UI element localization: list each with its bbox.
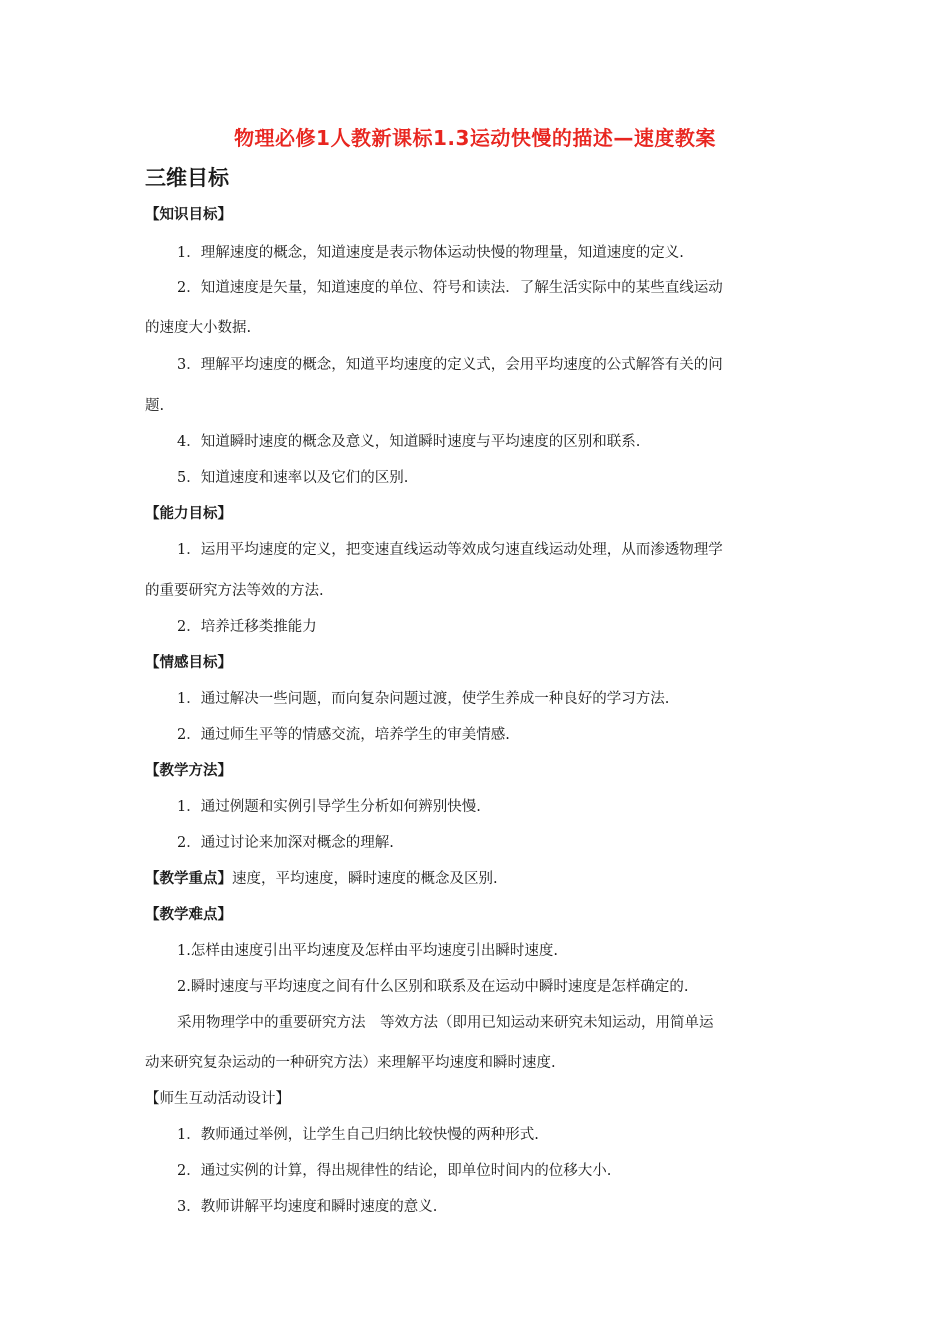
emotion-item: 1．通过解决一些问题，而向复杂问题过渡，使学生养成一种良好的学习方法. <box>177 691 670 707</box>
interaction-item: 2．通过实例的计算，得出规律性的结论，即单位时间内的位移大小. <box>177 1163 612 1179</box>
method-heading: 【教学方法】 <box>145 763 232 779</box>
difficulty-item: 2.瞬时速度与平均速度之间有什么区别和联系及在运动中瞬时速度是怎样确定的. <box>177 979 689 995</box>
method-item: 1．通过例题和实例引导学生分析如何辨别快慢. <box>177 799 481 815</box>
key-point-heading: 【教学重点】 <box>145 871 232 887</box>
difficulty-item: 采用物理学中的重要研究方法 等效方法（即用已知运动来研究未知运动，用简单运 <box>177 1015 714 1031</box>
knowledge-heading: 【知识目标】 <box>145 207 232 223</box>
key-point-text: 速度，平均速度，瞬时速度的概念及区别. <box>232 871 498 887</box>
emotion-heading: 【情感目标】 <box>145 655 232 671</box>
ability-item: 2．培养迁移类推能力 <box>177 619 317 635</box>
knowledge-item: 4．知道瞬时速度的概念及意义，知道瞬时速度与平均速度的区别和联系. <box>177 434 641 450</box>
document-title: 物理必修1人教新课标1.3运动快慢的描述—速度教案 <box>234 126 716 150</box>
ability-item: 1．运用平均速度的定义，把变速直线运动等效成匀速直线运动处理，从而渗透物理学 <box>177 542 723 558</box>
interaction-item: 1．教师通过举例，让学生自己归纳比较快慢的两种形式. <box>177 1127 539 1143</box>
knowledge-item: 5．知道速度和速率以及它们的区别. <box>177 470 409 486</box>
ability-heading: 【能力目标】 <box>145 506 232 522</box>
interaction-item: 3．教师讲解平均速度和瞬时速度的意义. <box>177 1199 438 1215</box>
interaction-heading: 【师生互动活动设计】 <box>145 1091 290 1107</box>
knowledge-item: 1．理解速度的概念，知道速度是表示物体运动快慢的物理量，知道速度的定义. <box>177 245 684 261</box>
difficulty-item: 动来研究复杂运动的一种研究方法）来理解平均速度和瞬时速度. <box>145 1055 556 1071</box>
knowledge-item: 题. <box>145 398 165 414</box>
emotion-item: 2．通过师生平等的情感交流，培养学生的审美情感. <box>177 727 510 743</box>
difficulty-item: 1.怎样由速度引出平均速度及怎样由平均速度引出瞬时速度. <box>177 943 558 959</box>
knowledge-item: 2．知道速度是矢量，知道速度的单位、符号和读法．了解生活实际中的某些直线运动 <box>177 280 723 296</box>
knowledge-item: 的速度大小数据. <box>145 320 252 336</box>
method-item: 2．通过讨论来加深对概念的理解. <box>177 835 394 851</box>
difficulty-heading: 【教学难点】 <box>145 907 232 923</box>
knowledge-item: 3．理解平均速度的概念，知道平均速度的定义式，会用平均速度的公式解答有关的问 <box>177 357 723 373</box>
section-heading: 三维目标 <box>145 166 229 190</box>
ability-item: 的重要研究方法等效的方法. <box>145 583 324 599</box>
key-point-line <box>145 869 498 889</box>
